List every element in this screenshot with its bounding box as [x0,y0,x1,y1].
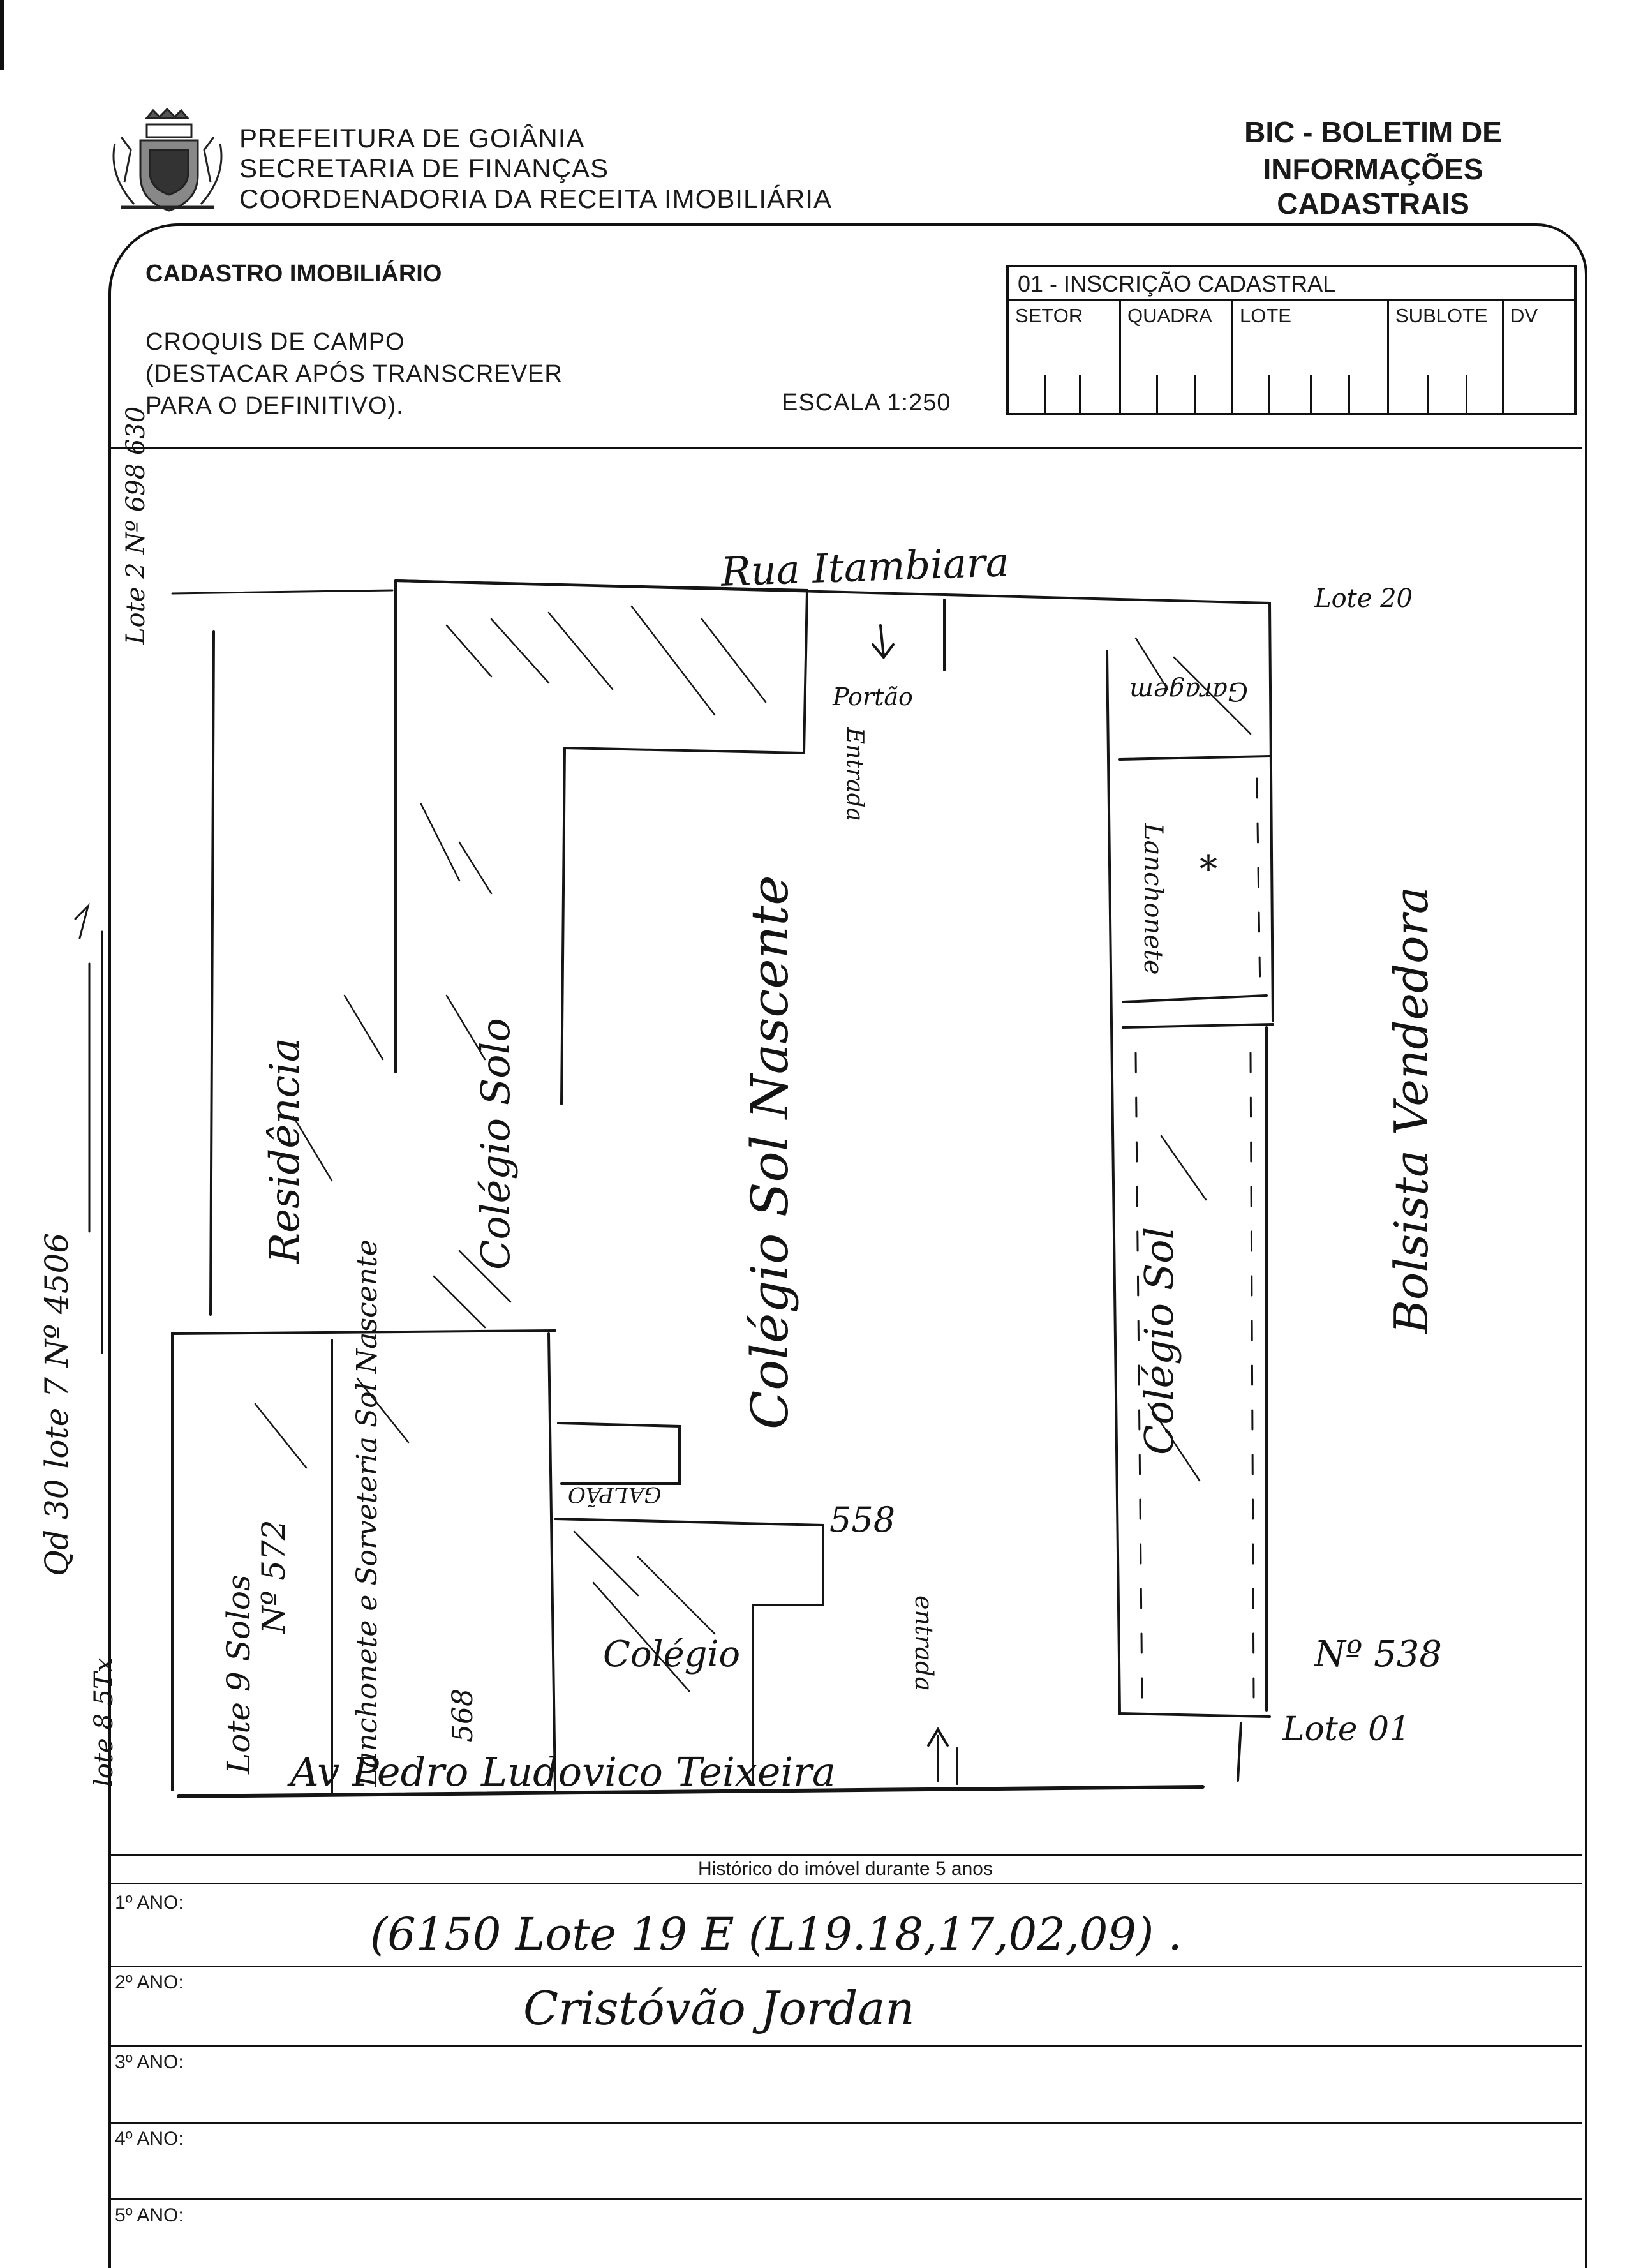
numero-538: Nº 538 [1314,1634,1443,1675]
inscricao-cadastral-box [1006,265,1577,415]
asterisk-mark: * [1200,849,1217,890]
residencia-label: Residência [262,1038,309,1264]
entrada-bottom-label: entrada [910,1595,938,1692]
street-top-label: Rua Itambiara [720,539,1010,595]
quadra-field[interactable] [1121,301,1233,413]
org-name-line3: COORDENADORIA DA RECEITA IMOBILIÁRIA [239,184,833,214]
coat-of-arms-icon [102,105,233,220]
setor-label: SETOR [1015,304,1083,327]
quadra-label: QUADRA [1127,304,1212,327]
year1-value[interactable]: (6150 Lote 19 E (L19.18,17,02,09) . [370,1908,1182,1960]
year5-label: 5º ANO: [115,2205,184,2226]
lote8-note: lote 8 5Tx [89,1657,119,1787]
history-title: Histórico do imóvel durante 5 anos [698,1858,993,1879]
year2-value[interactable]: Cristóvão Jordan [523,1981,915,2035]
colegio-right-label: Colégio Sol [1136,1227,1182,1455]
galpao-label: GALPÃO [568,1482,662,1507]
history-top-divider [108,1854,1582,1856]
year3-label: 3º ANO: [115,2052,184,2073]
lote-label: LOTE [1240,304,1291,327]
dv-field[interactable] [1504,301,1574,413]
section-title: CADASTRO IMOBILIÁRIO [145,260,442,287]
year4-divider [108,2198,1582,2200]
sublote-field[interactable] [1389,301,1504,413]
garagem-label: Garagem [1129,676,1248,706]
year1-divider [108,1966,1582,1967]
instructions-line1: CROQUIS DE CAMPO [145,329,405,355]
year3-divider [108,2122,1582,2124]
lote2-note: Lote 2 Nº 698 630 [121,406,151,645]
doc-title-line2: INFORMAÇÕES CADASTRAIS [1263,153,1483,220]
scale-label: ESCALA 1:250 [782,389,951,416]
org-name-line1: PREFEITURA DE GOIÂNIA [239,123,585,153]
portao-label: Portão [833,683,913,711]
year2-label: 2º ANO: [115,1972,184,1993]
entrada-label: Entrada [842,727,868,822]
lanchonete-bottom-label: Lanchonete e Sorveteria Sol Nascente [351,1239,383,1787]
number-558: 558 [829,1500,896,1540]
year4-label: 4º ANO: [115,2128,184,2149]
instructions-line3: PARA O DEFINITIVO). [145,392,404,419]
dv-label: DV [1510,304,1538,327]
org-name-line2: SECRETARIA DE FINANÇAS [239,153,609,183]
lanchonete-label: Lanchonete [1138,823,1168,975]
sublote-label: SUBLOTE [1395,304,1488,327]
number-568: 568 [447,1689,479,1742]
lote-field[interactable] [1233,301,1389,413]
year2-divider [108,2045,1582,2047]
lote9-label: Lote 9 Solos [220,1574,257,1774]
setor-field[interactable] [1009,301,1121,413]
left-margin-note: Qd 30 lote 7 Nº 4506 [38,1232,75,1576]
inscricao-title: 01 - INSCRIÇÃO CADASTRAL [1009,267,1574,301]
colegio-small-label: Colégio [603,1634,741,1675]
colegio-solo-label: Colégio Solo [472,1018,519,1270]
instructions-line2: (DESTACAR APÓS TRANSCREVER [145,361,563,387]
doc-title-line1: BIC - BOLETIM DE [1244,116,1502,149]
numero-572: Nº 572 [255,1519,292,1634]
margin-mark [0,0,4,70]
year1-label: 1º ANO: [115,1892,184,1913]
lote01-label: Lote 01 [1282,1710,1411,1749]
colegio-sol-nascente-label: Colégio Sol Nascente [740,875,799,1429]
history-title-divider [108,1883,1582,1884]
street-right-label: Bolsista Vendedora [1385,886,1438,1334]
street-bottom-label: Av Pedro Ludovico Teixeira [290,1749,836,1795]
lote20-note: Lote 20 [1314,584,1413,613]
